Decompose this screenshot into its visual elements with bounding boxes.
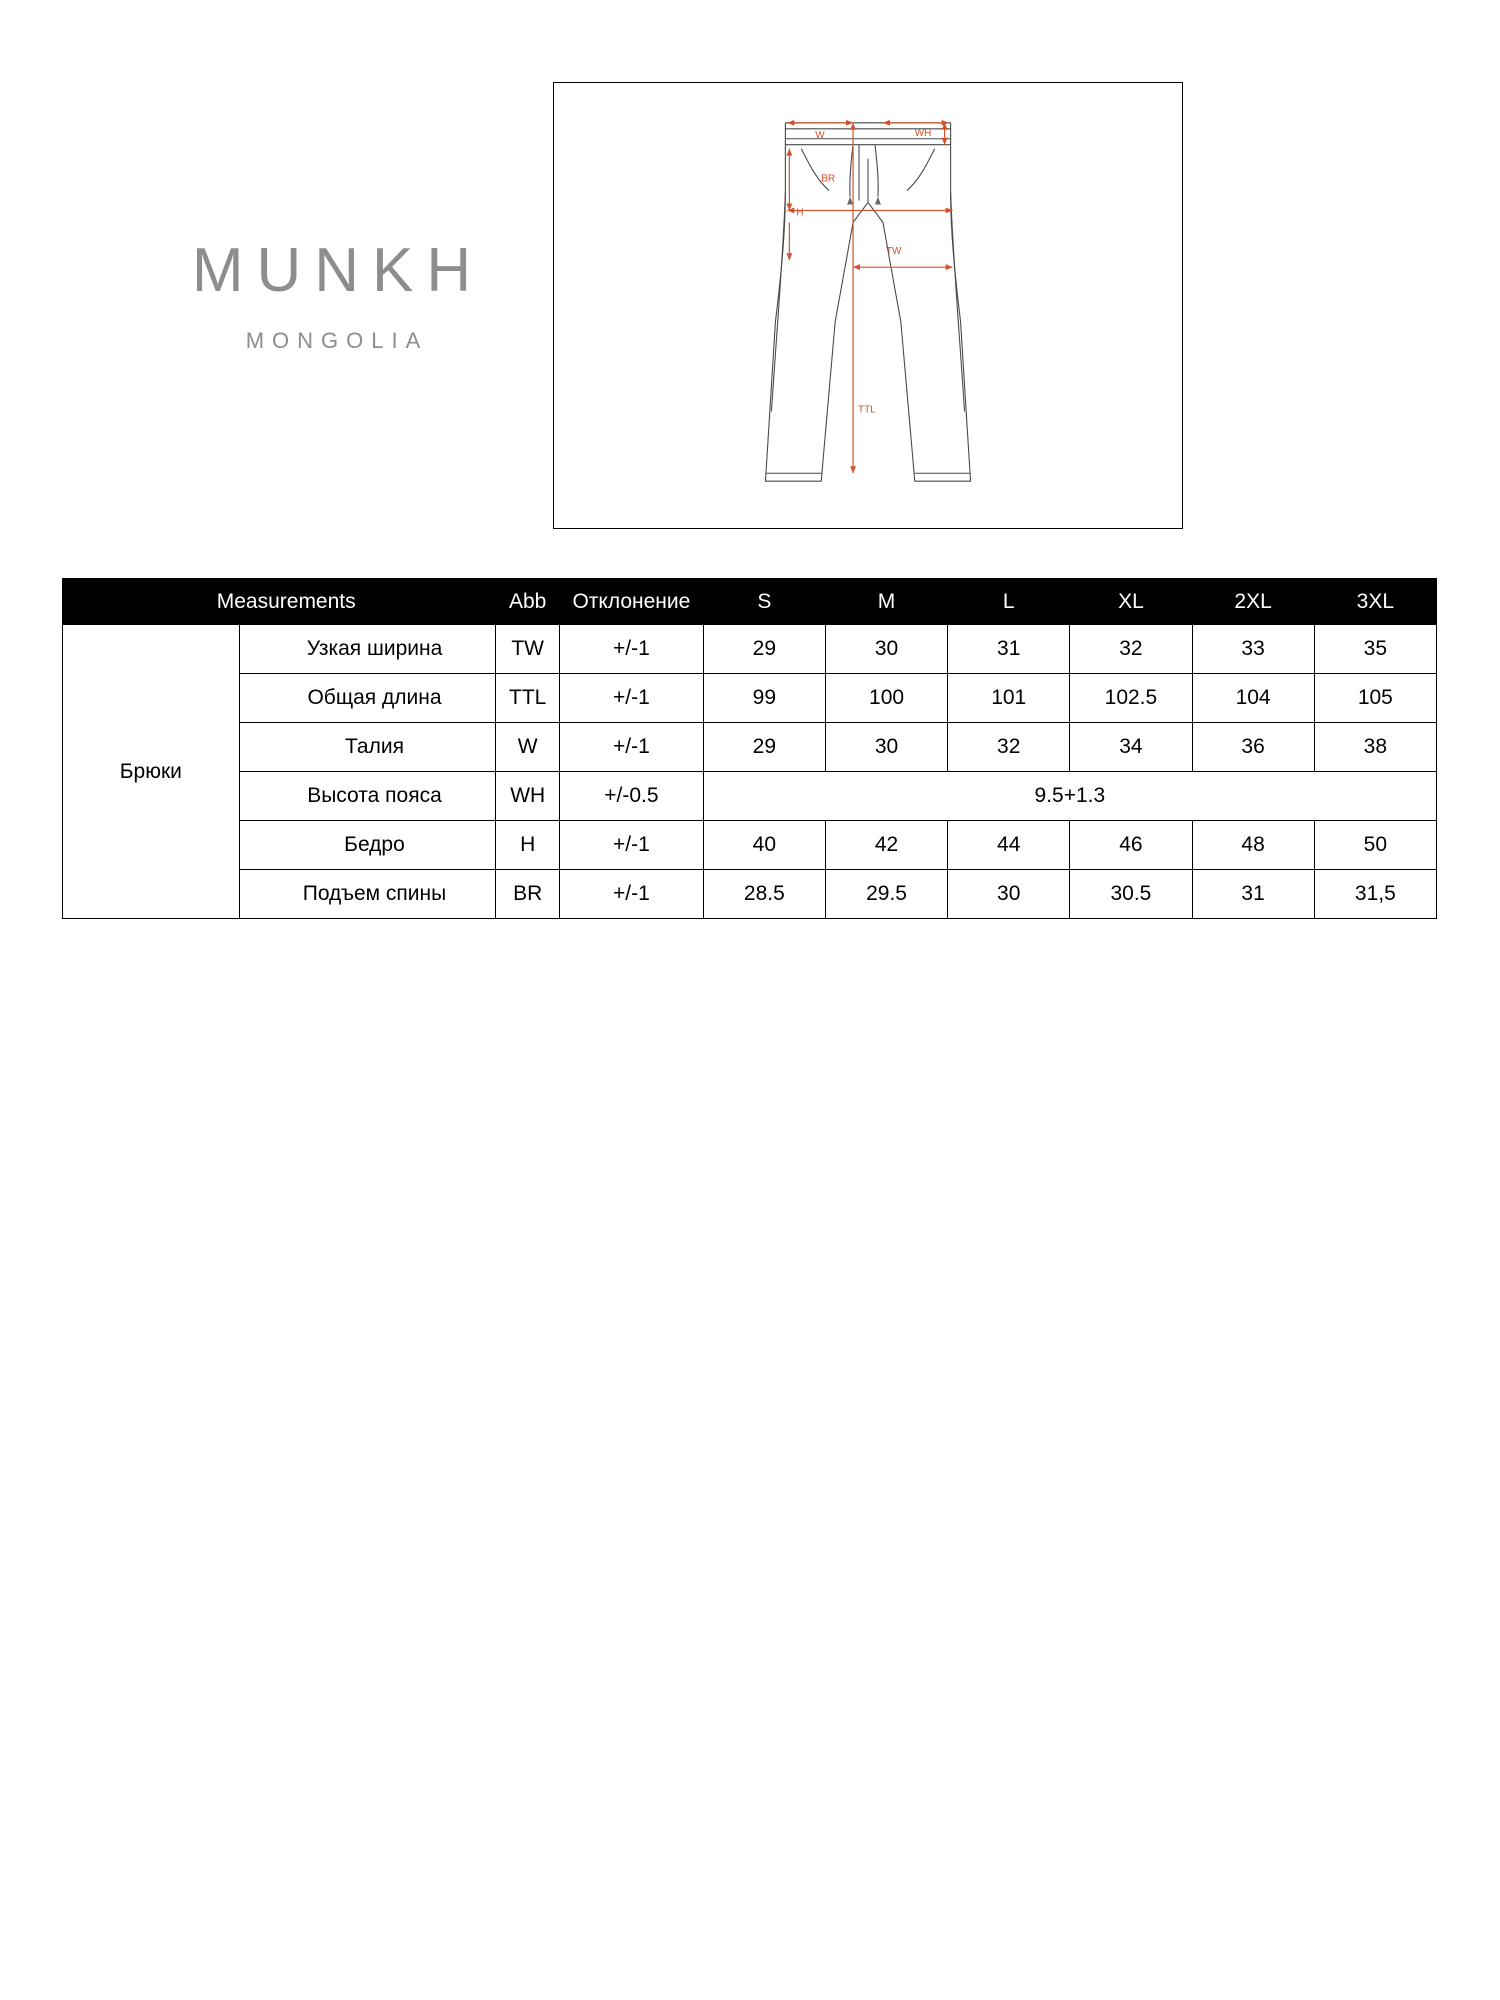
row-tolerance: +/-0.5 [560,772,704,821]
row-tolerance: +/-1 [560,674,704,723]
brand-logo [138,236,528,354]
row-value-2xl: 31 [1192,870,1314,919]
diagram-label-wh: WH [914,127,932,139]
row-value-2xl: 36 [1192,723,1314,772]
row-value-2xl: 33 [1192,625,1314,674]
row-value-2xl: 104 [1192,674,1314,723]
header-size-3xl: 3XL [1314,579,1436,625]
row-value-3xl: 38 [1314,723,1436,772]
diagram-label-ttl: TTL [858,404,876,416]
row-value-3xl: 35 [1314,625,1436,674]
row-value-l: 32 [948,723,1070,772]
table-row [63,674,1437,723]
row-value-merged: 9.5+1.3 [703,772,1436,821]
row-value-xl: 34 [1070,723,1192,772]
row-value-s: 99 [703,674,825,723]
table-row [63,821,1437,870]
header-tolerance: Отклонение [560,579,704,625]
row-value-m: 100 [825,674,947,723]
row-value-xl: 30.5 [1070,870,1192,919]
row-name: Общая длина [239,674,496,723]
header-size-l: L [948,579,1070,625]
diagram-label-h: H [796,207,804,219]
row-value-3xl: 50 [1314,821,1436,870]
row-value-l: 101 [948,674,1070,723]
row-tolerance: +/-1 [560,723,704,772]
table-row [63,625,1437,674]
row-value-s: 40 [703,821,825,870]
row-abb: H [496,821,560,870]
row-value-3xl: 105 [1314,674,1436,723]
brand-subtitle: MONGOLIA [245,328,429,353]
row-value-3xl: 31,5 [1314,870,1436,919]
table-row [63,723,1437,772]
row-value-l: 44 [948,821,1070,870]
row-value-m: 42 [825,821,947,870]
row-name: Узкая ширина [239,625,496,674]
header-size-m: M [825,579,947,625]
row-abb: WH [496,772,560,821]
technical-drawing-panel [553,82,1183,529]
header-abb: Abb [496,579,560,625]
pants-diagram-svg [554,83,1182,528]
row-abb: W [496,723,560,772]
row-value-s: 28.5 [703,870,825,919]
group-label-cell: Брюки [63,625,240,919]
row-abb: BR [496,870,560,919]
row-value-xl: 102.5 [1070,674,1192,723]
row-tolerance: +/-1 [560,821,704,870]
row-value-l: 31 [948,625,1070,674]
diagram-label-br: BR [821,173,836,185]
row-value-m: 30 [825,723,947,772]
row-name: Высота пояса [239,772,496,821]
header-size-s: S [703,579,825,625]
row-value-2xl: 48 [1192,821,1314,870]
brand-name: MUNKH [191,236,485,305]
row-name: Талия [239,723,496,772]
row-tolerance: +/-1 [560,870,704,919]
row-value-xl: 46 [1070,821,1192,870]
row-value-l: 30 [948,870,1070,919]
row-name: Бедро [239,821,496,870]
diagram-label-tw: TW [885,246,902,258]
header-area [0,0,1500,500]
table-header-row [63,579,1437,625]
measurements-table [62,578,1437,919]
header-size-2xl: 2XL [1192,579,1314,625]
row-value-s: 29 [703,723,825,772]
row-abb: TW [496,625,560,674]
row-value-s: 29 [703,625,825,674]
row-value-m: 29.5 [825,870,947,919]
row-tolerance: +/-1 [560,625,704,674]
header-measurements: Measurements [63,579,496,625]
table-row [63,772,1437,821]
row-abb: TTL [496,674,560,723]
header-size-xl: XL [1070,579,1192,625]
row-value-m: 30 [825,625,947,674]
row-value-xl: 32 [1070,625,1192,674]
diagram-label-w: W [815,129,825,141]
row-name: Подъем спины [239,870,496,919]
table-row [63,870,1437,919]
